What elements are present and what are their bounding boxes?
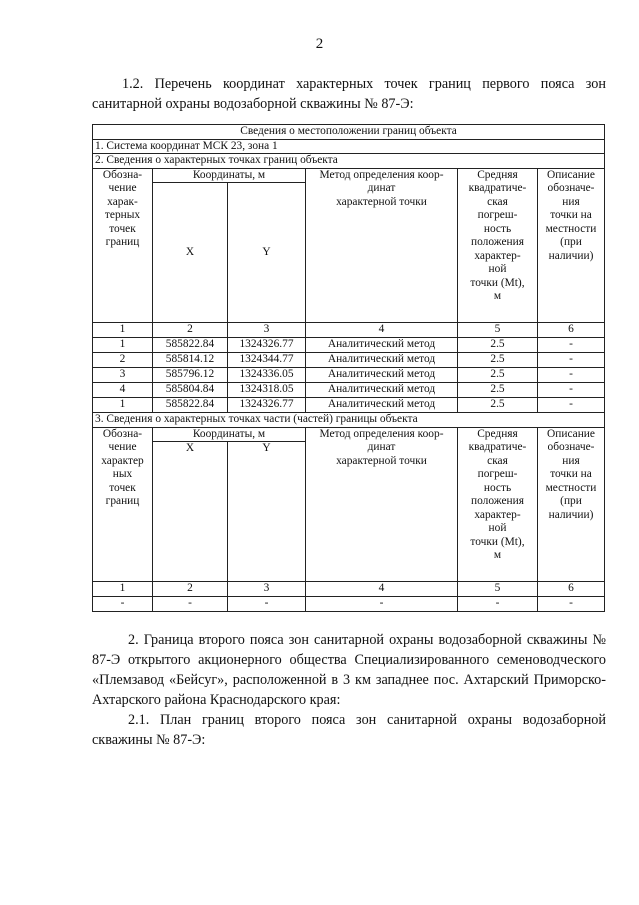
table-row <box>93 398 605 413</box>
column-numbers-row <box>93 323 605 338</box>
cell-accuracy: 2.5 <box>458 338 538 353</box>
cell-y: 1324336.05 <box>228 368 306 383</box>
cell-x: 585822.84 <box>153 398 228 413</box>
cell-point: 1 <box>93 398 153 413</box>
header-x: X <box>153 183 228 323</box>
cell-accuracy: 2.5 <box>458 353 538 368</box>
col-number: 5 <box>458 323 538 338</box>
cell-description: - <box>538 338 605 353</box>
cell-empty: - <box>93 597 153 612</box>
cell-empty: - <box>153 597 228 612</box>
table-row <box>93 338 605 353</box>
cell-y: 1324326.77 <box>228 398 306 413</box>
section-part-points: 3. Сведения о характерных точках части (частей) границы объекта <box>93 413 605 428</box>
cell-empty: - <box>306 597 458 612</box>
table-row <box>93 353 605 368</box>
col-number: 4 <box>306 582 458 597</box>
cell-method: Аналитический метод <box>306 398 458 413</box>
cell-method: Аналитический метод <box>306 383 458 398</box>
col-number: 6 <box>538 323 605 338</box>
cell-y: 1324344.77 <box>228 353 306 368</box>
cell-description: - <box>538 383 605 398</box>
header-coordinates-2: Координаты, м <box>153 427 306 442</box>
col-number: 5 <box>458 582 538 597</box>
cell-point: 1 <box>93 338 153 353</box>
header-description: Описание обозначе- ния точки на местности (при наличии) <box>538 168 605 323</box>
cell-point: 3 <box>93 368 153 383</box>
header-method: Метод определения коор- динат характерной точки <box>306 168 458 323</box>
cell-method: Аналитический метод <box>306 338 458 353</box>
paragraph-zone2: 2. Граница второго пояса зон санитарной охраны водозаборной скважины № 87-Э открытого акционерного общества Специализированного семеноводческого «Племзавод «Бейсуг», расположенной в 3 км западнее пос. Ахтарский Приморско-Ахтарского района Краснодарского края: <box>92 632 606 708</box>
cell-empty: - <box>228 597 306 612</box>
cell-x: 585814.12 <box>153 353 228 368</box>
cell-description: - <box>538 398 605 413</box>
col-number: 4 <box>306 323 458 338</box>
section-points: 2. Сведения о характерных точках границ объекта <box>93 154 605 169</box>
header-accuracy: Средняя квадратиче- ская погреш- ность положения характер- ной точки (Mt), м <box>458 168 538 323</box>
col-number: 2 <box>153 323 228 338</box>
col-number: 1 <box>93 582 153 597</box>
cell-empty: - <box>458 597 538 612</box>
coordinates-table <box>92 124 605 612</box>
table-row <box>93 383 605 398</box>
paragraph-plan: 2.1. План границ второго пояса зон санитарной охраны водозаборной скважины № 87-Э: <box>92 712 606 748</box>
col-number: 2 <box>153 582 228 597</box>
section-heading: 1.2. Перечень координат характерных точек границ первого пояса зон санитарной охраны водозаборной скважины № 87-Э: <box>92 76 606 112</box>
table-title: Сведения о местоположении границ объекта <box>93 125 605 140</box>
header-coordinates: Координаты, м <box>153 168 306 183</box>
header-point: Обозна- чение харак- терных точек границ <box>93 168 153 323</box>
header-x-2: X <box>153 442 228 582</box>
col-number: 3 <box>228 582 306 597</box>
page-number: 2 <box>315 36 324 52</box>
cell-accuracy: 2.5 <box>458 368 538 383</box>
cell-y: 1324326.77 <box>228 338 306 353</box>
header-description-2: Описание обозначе- ния точки на местности (при наличии) <box>538 427 605 582</box>
cell-description: - <box>538 353 605 368</box>
cell-point: 2 <box>93 353 153 368</box>
header-accuracy-2: Средняя квадратиче- ская погреш- ность положения характер- ной точки (Mt), м <box>458 427 538 582</box>
table-row <box>93 368 605 383</box>
cell-method: Аналитический метод <box>306 368 458 383</box>
header-point-2: Обозна- чение характер ных точек границ <box>93 427 153 582</box>
cell-empty: - <box>538 597 605 612</box>
cell-x: 585804.84 <box>153 383 228 398</box>
cell-method: Аналитический метод <box>306 353 458 368</box>
header-y: Y <box>228 183 306 323</box>
header-y-2: Y <box>228 442 306 582</box>
empty-row <box>93 597 605 612</box>
cell-x: 585796.12 <box>153 368 228 383</box>
coordinate-system: 1. Система координат МСК 23, зона 1 <box>93 139 605 154</box>
cell-accuracy: 2.5 <box>458 398 538 413</box>
cell-y: 1324318.05 <box>228 383 306 398</box>
column-numbers-row-2 <box>93 582 605 597</box>
cell-x: 585822.84 <box>153 338 228 353</box>
cell-accuracy: 2.5 <box>458 383 538 398</box>
cell-point: 4 <box>93 383 153 398</box>
cell-description: - <box>538 368 605 383</box>
col-number: 6 <box>538 582 605 597</box>
col-number: 1 <box>93 323 153 338</box>
col-number: 3 <box>228 323 306 338</box>
header-method-2: Метод определения коор- динат характерной точки <box>306 427 458 582</box>
